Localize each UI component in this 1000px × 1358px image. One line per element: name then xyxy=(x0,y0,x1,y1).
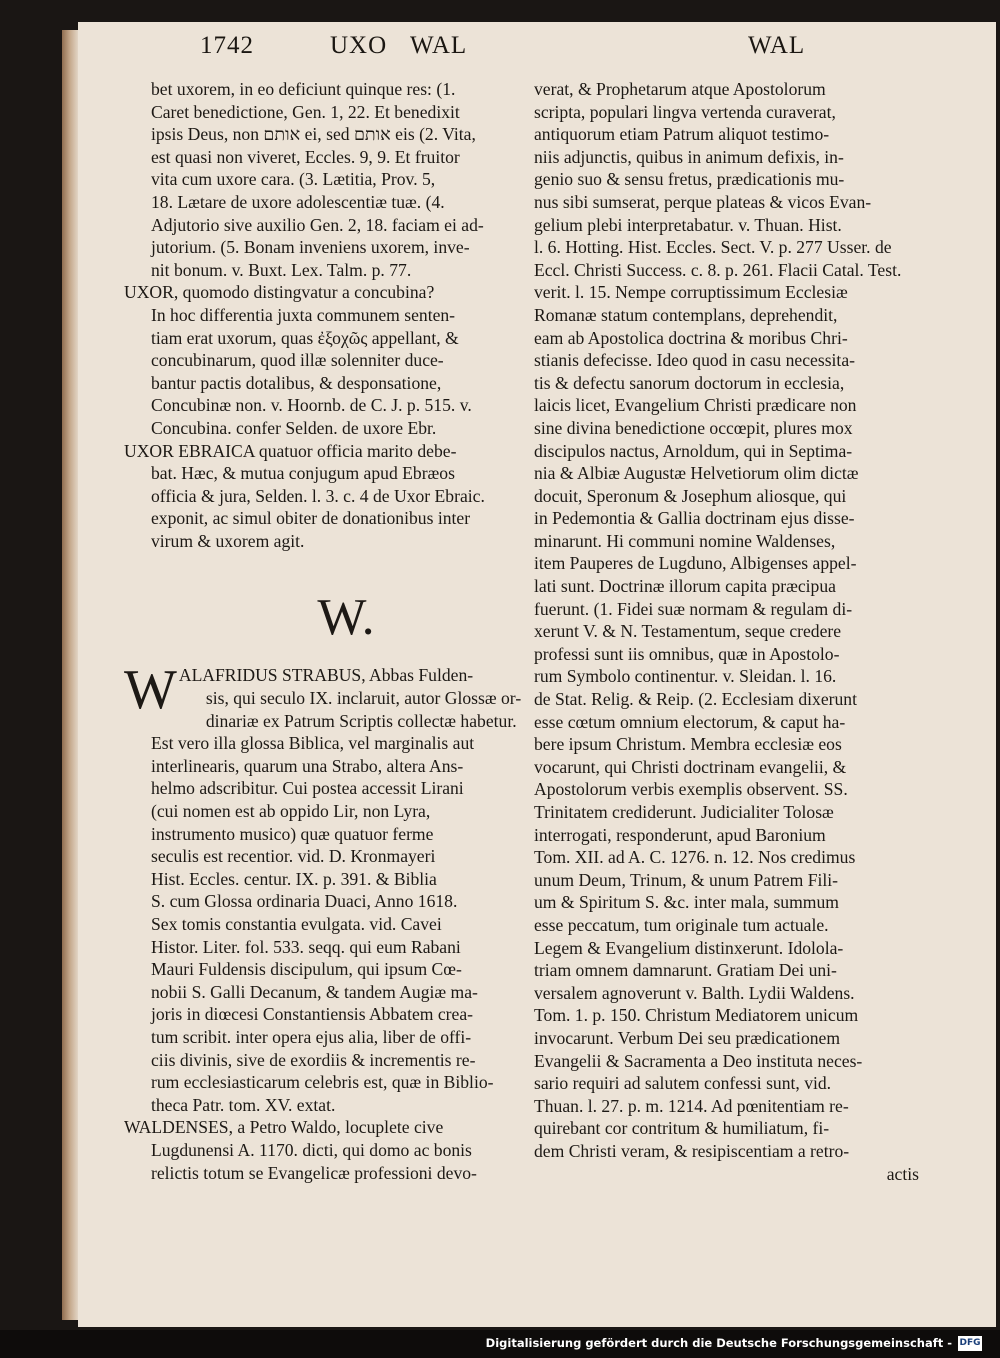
text-line: seculis est recentior. vid. D. Kronmayeri xyxy=(151,846,436,867)
text-line: discipulos nactus, Arnoldum, qui in Septima- xyxy=(534,440,853,461)
text-line: item Pauperes de Lugduno, Albigenses appel- xyxy=(534,553,857,574)
text-line: Hist. Eccles. centur. IX. p. 391. & Biblia xyxy=(151,868,437,889)
text-line: instrumento musico) quæ quatuor ferme xyxy=(151,823,434,844)
page-number: 1742 xyxy=(200,32,254,59)
text-line: WALDENSES, a Petro Waldo, locuplete cive xyxy=(124,1117,444,1138)
text-line: eam ab Apostolica doctrina & moribus Chri- xyxy=(534,327,848,348)
text-line: sario requiri ad salutem confessi sunt, vid. xyxy=(534,1073,832,1094)
text-line: Tom. 1. p. 150. Christum Mediatorem unicum xyxy=(534,1005,859,1026)
text-line: esse peccatum, tum originale tum actuale. xyxy=(534,914,829,935)
text-line: laicis licet, Evangelium Christi prædicare non xyxy=(534,395,857,416)
text-line: Concubina. confer Selden. de uxore Ebr. xyxy=(151,417,437,438)
text-line: helmo adscribitur. Cui postea accessit Lirani xyxy=(151,778,464,799)
text-line: UXOR EBRAICA quatuor officia marito debe- xyxy=(124,440,457,461)
footer-bar xyxy=(0,1330,1000,1358)
text-line: (cui nomen est ab oppido Lir, non Lyra, xyxy=(151,801,431,822)
text-line: ipsis Deus, non אותם ei, sed אותם eis (2. Vita, xyxy=(151,124,476,145)
text-line: Histor. Liter. fol. 533. seqq. qui eum Rabani xyxy=(151,936,461,957)
text-line: interrogati, responderunt, apud Baronium xyxy=(534,824,826,845)
text-line: xerunt V. & N. Testamentum, seque credere xyxy=(534,621,842,642)
text-line: Evangelii & Sacramenta a Deo instituta neces- xyxy=(534,1050,863,1071)
text-line: concubinarum, quod illæ solenniter duce- xyxy=(151,350,444,371)
text-line: tum scribit. inter opera ejus alia, liber de offi- xyxy=(151,1026,472,1047)
text-line: Apostolorum verbis exemplis observent. SS. xyxy=(534,779,848,800)
running-head-center: WAL xyxy=(410,32,468,59)
text-line: Legem & Evangelium distinxerunt. Idolola- xyxy=(534,937,844,958)
text-line: Sex tomis constantia evulgata. vid. Cavei xyxy=(151,914,442,934)
running-head-left: UXO xyxy=(330,32,388,59)
text-line: in Pedemontia & Gallia doctrinam ejus disse- xyxy=(534,508,855,529)
text-line: theca Patr. tom. XV. extat. xyxy=(151,1094,336,1115)
text-line: antiquorum etiam Patrum aliquot testimo- xyxy=(534,124,830,145)
text-line: jutorium. (5. Bonam inveniens uxorem, inve- xyxy=(151,237,470,258)
text-line: exponit, ac simul obiter de donationibus inter xyxy=(151,508,471,529)
text-line: Trinitatem crediderunt. Judicialiter Tolosæ xyxy=(534,802,834,822)
text-line: dinariæ ex Patrum Scriptis collectæ habetur. xyxy=(205,710,517,731)
text-segment: ALAFRIDUS STRABUS, Abbas Fulden- xyxy=(178,665,474,686)
text-line: ciis divinis, sive de exordiis & incrementis re- xyxy=(151,1049,476,1070)
text-line: Caret benedictione, Gen. 1, 22. Et benedixit xyxy=(151,101,460,122)
text-line: stianis defecisse. Ideo quod in casu necessita- xyxy=(534,350,855,371)
text-line: bere ipsum Christum. Membra ecclesiæ eos xyxy=(534,734,842,755)
text-line: niis adjunctis, quibus in animum defixis, in- xyxy=(534,146,844,167)
text-line: Lugdunensi A. 1170. dicti, qui domo ac bonis xyxy=(151,1139,472,1160)
dfg-logo: DFG xyxy=(958,1336,982,1351)
text-line: verit. l. 15. Nempe corruptissimum Ecclesiæ xyxy=(534,282,848,303)
text-line: interlinearis, quarum una Strabo, altera Ans- xyxy=(151,755,464,776)
text-line: Concubinæ non. v. Hoornb. de C. J. p. 515. v. xyxy=(151,395,472,416)
text-line: Eccl. Christi Success. c. 8. p. 261. Flacii Catal. Test. xyxy=(534,259,902,280)
catchword: actis xyxy=(886,1163,919,1184)
text-line: quirebant cor contritum & humiliatum, fi- xyxy=(534,1118,830,1139)
text-line: fuerunt. (1. Fidei suæ normam & regulam di- xyxy=(534,598,853,619)
text-line: nobii S. Galli Decanum, & tandem Augiæ ma- xyxy=(151,981,478,1002)
text-line: 18. Lætare de uxore adolescentiæ tuæ. (4. xyxy=(151,191,445,212)
text-line: bet uxorem, in eo deficiunt quinque res: (1. xyxy=(151,79,456,99)
text-line: dem Christi veram, & resipiscentiam a retro- xyxy=(534,1140,850,1161)
text-line: genio suo & sensu fretus, prædicationis mu- xyxy=(534,169,845,190)
text-line: minarunt. Hi communi nomine Waldenses, xyxy=(534,530,836,551)
drop-cap: W xyxy=(124,659,177,722)
running-head-right: WAL xyxy=(748,32,806,59)
text-line: Romanæ statum contemplans, deprehendit, xyxy=(534,304,838,325)
text-line: nus sibi sumserat, perque plateas & vicos Evan- xyxy=(534,191,872,212)
text-line: nia & Albiæ Augustæ Helvetiorum olim dictæ xyxy=(534,463,859,484)
left-column xyxy=(124,78,568,1184)
text-line: triam omnem damnarunt. Gratiam Dei uni- xyxy=(534,960,837,981)
text-line: In hoc differentia juxta communem senten- xyxy=(151,304,456,325)
text-line: vocarunt, qui Christi doctrinam evangelii, & xyxy=(534,756,847,777)
text-line: esse cœtum omnium electorum, & caput ha- xyxy=(534,711,846,732)
text-line: Adjutorio sive auxilio Gen. 2, 18. faciam ei ad- xyxy=(151,214,484,235)
text-line: Tom. XII. ad A. C. 1276. n. 12. Nos credimus xyxy=(534,847,856,868)
text-line: tiam erat uxorum, quas ἐξοχῶς appellant, & xyxy=(151,327,459,348)
spacer xyxy=(124,656,568,664)
text-line: rum Symbolo continentur. v. Sleidan. l. 16. xyxy=(534,666,837,687)
text-line: nit bonum. v. Buxt. Lex. Talm. p. 77. xyxy=(151,259,412,280)
text-line: professi sunt iis omnibus, quæ in Apostolo- xyxy=(534,643,840,664)
text-line: Mauri Fuldensis discipulum, qui ipsum Cœ- xyxy=(151,959,462,980)
text-line: gelium plebi interpretabatur. v. Thuan. Hist. xyxy=(534,214,842,235)
text-line: l. 6. Hotting. Hist. Eccles. Sect. V. p. 277 Usser. de xyxy=(534,237,892,258)
text-line: est quasi non viveret, Eccles. 9, 9. Et fruitor xyxy=(151,146,460,167)
text-line: bantur pactis dotalibus, & desponsatione, xyxy=(151,372,442,393)
text-line: um & Spiritum S. &c. inter mala, summum xyxy=(534,892,839,913)
text-line: Thuan. l. 27. p. m. 1214. Ad pœnitentiam re- xyxy=(534,1095,849,1116)
text-line: bat. Hæc, & mutua conjugum apud Ebræos xyxy=(151,463,455,484)
page-edge xyxy=(62,30,78,1320)
text-line: docuit, Speronum & Josephum aliosque, qui xyxy=(534,485,847,506)
text-line: scripta, populari lingva vertenda curaverat, xyxy=(534,101,836,122)
text-line: joris in diœcesi Constantiensis Abbatem crea- xyxy=(151,1004,473,1025)
text-line: UXOR, quomodo distingvatur a concubina? xyxy=(124,282,435,303)
text-line: relictis totum se Evangelicæ professioni devo- xyxy=(151,1162,477,1183)
text-line: lati sunt. Doctrinæ illorum capita præcipua xyxy=(534,576,836,597)
right-column xyxy=(534,78,919,1185)
section-letter: W. xyxy=(317,589,375,647)
text-line: tis & defectu sanorum doctorum in ecclesia, xyxy=(534,372,845,393)
text-line: Est vero illa glossa Biblica, vel marginalis aut xyxy=(151,733,475,754)
text-line: de Stat. Relig. & Reip. (2. Ecclesiam dixerunt xyxy=(534,689,857,710)
text-line: sis, qui seculo IX. inclaruit, autor Glossæ or- xyxy=(205,688,522,709)
text-line: verat, & Prophetarum atque Apostolorum xyxy=(534,79,826,99)
footer-credit: Digitalisierung gefördert durch die Deutsche Forschungsgemeinschaft - xyxy=(485,1336,952,1350)
spacer xyxy=(124,552,568,588)
text-line: unum Deum, Trinum, & unum Patrem Fili- xyxy=(534,869,838,890)
text-line: vita cum uxore cara. (3. Lætitia, Prov. 5, xyxy=(151,169,436,190)
text-line: virum & uxorem agit. xyxy=(151,530,305,551)
text-line: sine divina benedictione occœpit, plures mox xyxy=(534,417,853,438)
text-line: invocarunt. Verbum Dei seu prædicationem xyxy=(534,1027,841,1048)
text-line: officia & jura, Selden. l. 3. c. 4 de Uxor Ebraic. xyxy=(151,485,485,506)
text-line: S. cum Glossa ordinaria Duaci, Anno 1618. xyxy=(151,891,458,912)
text-line: versalem agnoverunt v. Balth. Lydii Waldens. xyxy=(534,982,855,1003)
text-line: rum ecclesiasticarum celebris est, quæ in Biblio- xyxy=(151,1072,494,1093)
